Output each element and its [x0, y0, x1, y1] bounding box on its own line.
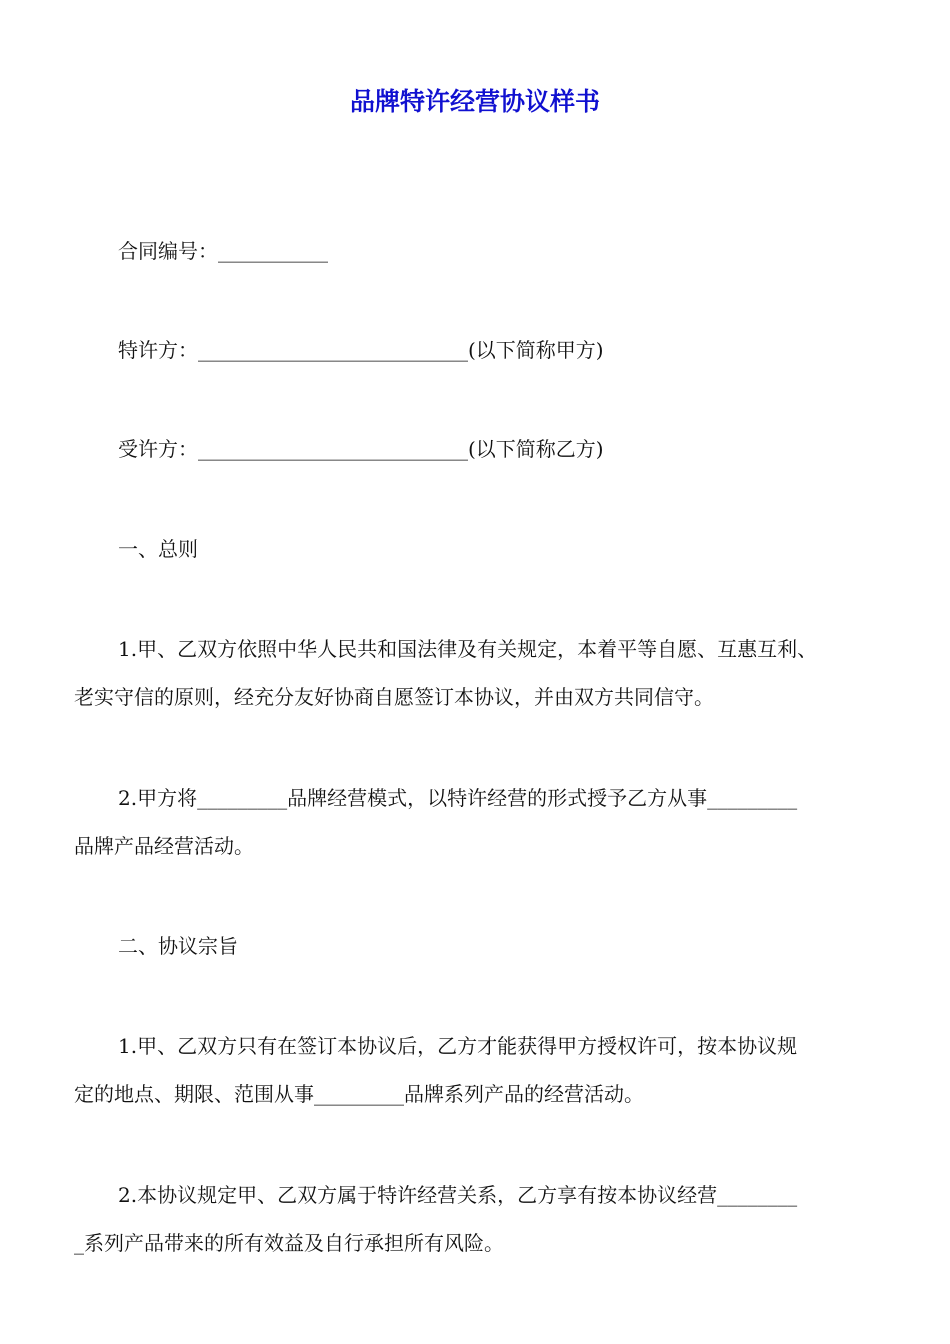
section2-p2-line2: _系列产品带来的所有效益及自行承担所有风险。 — [74, 1231, 504, 1255]
section1-paragraph-1 — [74, 625, 894, 721]
section2-p1-line1: 1.甲、乙双方只有在签订本协议后，乙方才能获得甲方授权许可，按本协议规 — [118, 1034, 798, 1058]
section2-paragraph-1 — [74, 1022, 894, 1118]
section2-paragraph-2 — [74, 1171, 894, 1267]
document-title: 品牌特许经营协议样书 — [349, 87, 600, 116]
section2-p2-line1: 2.本协议规定甲、乙双方属于特许经营关系，乙方享有按本协议经营________ — [118, 1183, 798, 1207]
franchisor-line: 特许方：___________________________(以下简称甲方) — [118, 338, 604, 362]
section1-p2-line1: 2.甲方将_________品牌经营模式，以特许经营的形式授予乙方从事_________ — [118, 786, 798, 810]
section1-p1-line1: 1.甲、乙双方依照中华人民共和国法律及有关规定，本着平等自愿、互惠互利、 — [118, 637, 818, 661]
franchisee-line: 受许方：___________________________(以下简称乙方) — [118, 437, 604, 461]
section1-p1-line2: 老实守信的原则，经充分友好协商自愿签订本协议，并由双方共同信守。 — [74, 685, 714, 709]
section1-heading: 一、总则 — [118, 537, 198, 561]
section2-heading: 二、协议宗旨 — [118, 934, 238, 958]
section1-p2-line2: 品牌产品经营活动。 — [74, 834, 254, 858]
contract-number-line: 合同编号：___________ — [118, 239, 328, 263]
section2-p1-line2: 定的地点、期限、范围从事_________品牌系列产品的经营活动。 — [74, 1082, 644, 1106]
section1-paragraph-2 — [74, 774, 894, 870]
